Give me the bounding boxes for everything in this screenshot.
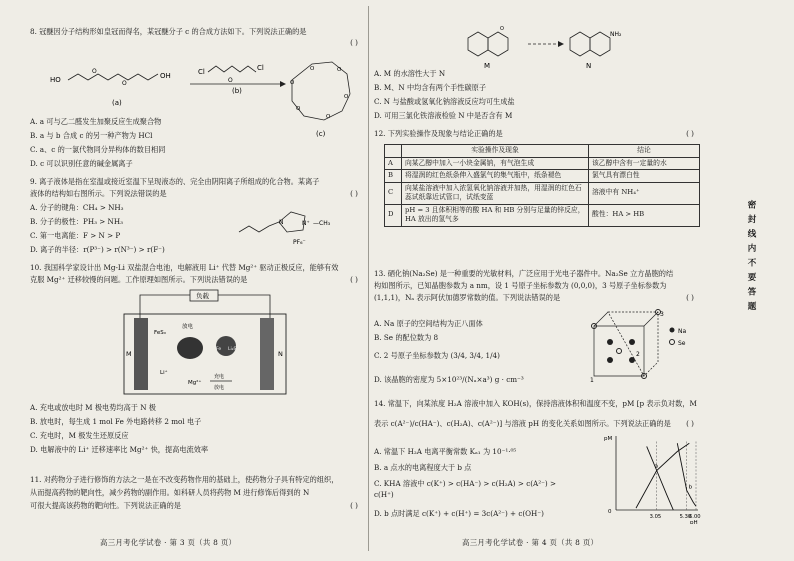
table-cell: 将湿润的红色纸条伸入盛氯气的集气瓶中，纸条褪色 <box>402 170 589 183</box>
option-b[interactable]: B. 放电时，每生成 1 mol Fe 外电路转移 2 mol 电子 <box>30 417 202 426</box>
q13-option-a[interactable]: A. Na 原子的空间结构为正八面体 <box>374 319 483 328</box>
question-12-stem: 12. 下列实验操作及现象与结论正确的是 <box>374 129 503 138</box>
svg-text:O: O <box>500 26 504 32</box>
option-a[interactable]: A. 充电或放电时 M 极电势均高于 N 极 <box>30 403 156 412</box>
question-9-stem-1: 9. 离子液体是指在室温或接近室温下呈现液态的、完全由阴阳离子所组成的化合物。某离子 <box>30 177 320 186</box>
option-d[interactable]: D. c 可以识别任意的碱金属离子 <box>30 159 133 168</box>
table-cell: C <box>385 182 402 204</box>
ionic-liquid-structure <box>235 198 365 246</box>
table-cell: A <box>385 157 402 170</box>
question-14-line-2: 表示 c(A²⁻)/c(HA⁻)、c(H₂A)、c(A²⁻)] 与溶液 pH 的变化关系如图所示。下列说法正确的是 <box>374 419 671 428</box>
oh-label: OH <box>160 72 171 80</box>
table-cell: pH = 3 且体积相等的酸 HA 和 HB 分别与足量的锌反应，HA 放出的氢气多 <box>402 204 589 226</box>
option-c[interactable]: C. 充电时，M 极发生还原反应 <box>30 431 129 440</box>
table-cell: 溶液中有 NH₄⁺ <box>589 182 700 204</box>
question-8-stem: 8. 冠醚因分子结构形如皇冠而得名，某冠醚分子 c 的合成方法如下。下列说法正确的是 <box>30 27 307 36</box>
label-b: (b) <box>232 87 242 95</box>
li-ion-label: Li⁺ <box>160 370 168 376</box>
atom-1-label: 1 <box>590 377 594 382</box>
page-4 <box>374 0 704 561</box>
option-a[interactable]: A. 分子的键角：CH₄ > NH₃ <box>30 203 124 212</box>
option-d[interactable]: D. 电解液中的 Li⁺ 迁移速率比 Mg²⁺ 快，提高电流效率 <box>30 445 209 454</box>
option-c[interactable]: C. a、c 的一氯代物同分异构体的数目相同 <box>30 145 166 154</box>
q11-option-b[interactable]: B. M、N 中均含有两个手性碳原子 <box>374 83 487 92</box>
series-line <box>636 443 689 508</box>
point-label: a <box>654 463 659 470</box>
discharge-label: 放电 <box>214 385 225 391</box>
question-11-line-2: 从而提高药物的靶向性，减少药物的副作用。如科研人员将药物 M 进行修饰后得到的 N <box>30 488 310 497</box>
battery-diagram <box>120 288 290 398</box>
question-11-line-3: 可很大提高该药物的靶向性。下列说法正确的是 <box>30 501 181 510</box>
x-tick-label: 5.30 <box>679 514 692 520</box>
legend-na: Na <box>678 328 687 335</box>
answer-paren[interactable]: ( ) <box>686 419 694 428</box>
y-axis-label: pM <box>604 436 613 442</box>
question-11-line-1: 11. 对药物分子进行修饰的方法之一是在不改变药物作用的基础上，使药物分子具有特定的组织， <box>30 475 339 484</box>
page-3 <box>30 0 368 561</box>
atom-2-label: 2 <box>636 351 640 358</box>
label-c: (c) <box>316 130 326 138</box>
table-cell: 向某盐溶液中加入浓氢氧化钠溶液并加热，用湿润的红色石蕊试纸靠近试管口，试纸变蓝 <box>402 182 589 204</box>
q13-option-b[interactable]: B. Se 的配位数为 8 <box>374 333 439 342</box>
q14-option-a[interactable]: A. 常温下 H₂A 电离平衡常数 Kₐ₁ 为 10⁻¹·⁰⁵ <box>374 447 517 456</box>
answer-paren[interactable]: ( ) <box>686 293 694 302</box>
svg-text:O: O <box>290 80 295 86</box>
load-label: 负载 <box>196 292 209 300</box>
table-header <box>385 145 402 158</box>
option-a[interactable]: A. a 可与乙二醛发生加聚反应生成聚合物 <box>30 117 162 126</box>
mg-ion-label: Mg²⁺ <box>188 380 202 386</box>
seal-notice: 密封线内不要答题 <box>746 200 756 316</box>
q14-option-c[interactable]: C. KHA 溶液中 c(K⁺) > c(HA⁻) > c(H₂A) > c(A²⁻) > c(H⁺) <box>374 479 557 499</box>
n-structure-label: N <box>586 62 592 70</box>
page-footer: 高三月考化学试卷 · 第 4 页（共 8 页） <box>462 538 599 547</box>
legend-li2s: Li₂S <box>228 347 237 352</box>
q13-option-c[interactable]: C. 2 号原子坐标参数为 (3/4, 3/4, 1/4) <box>374 351 500 360</box>
cl-label-2: Cl <box>257 64 264 72</box>
ch3-label: —CH₃ <box>313 220 331 227</box>
question-13-line-2: 构如图所示，已知晶胞参数为 a nm，设 1 号原子坐标参数为 (0,0,0)，3 号原子坐标参数为 <box>374 281 667 290</box>
question-10-stem-2: 克服 Mg²⁺ 迁移较慢的问题。工作原理如图所示。下列说法错误的是 <box>30 275 248 284</box>
table-row <box>385 157 700 170</box>
question-8 <box>30 26 368 168</box>
table-header-row <box>385 145 700 158</box>
option-b[interactable]: B. a 与 b 合成 c 的另一种产物为 HCl <box>30 131 153 140</box>
table-cell: B <box>385 170 402 183</box>
svg-text:O: O <box>310 66 315 72</box>
discharge-arrow-label: 放电 <box>182 324 194 330</box>
question-10-stem-1: 10. 我国科学家设计出 Mg-Li 双盐混合电池，电解液用 Li⁺ 代替 Mg²⁺ 驱动正极反应，能够有效 <box>30 263 339 272</box>
drug-structure-m-n <box>458 18 638 70</box>
svg-text:O: O <box>326 114 331 120</box>
table-cell: 酸性：HA > HB <box>589 204 700 226</box>
page-footer: 高三月考化学试卷 · 第 3 页（共 8 页） <box>100 538 237 547</box>
ho-label: HO <box>50 76 61 84</box>
option-b[interactable]: B. 分子的极性：PH₃ > NH₃ <box>30 217 123 226</box>
m-structure-label: M <box>484 62 491 70</box>
x-tick-label: 3.05 <box>649 514 662 520</box>
answer-paren[interactable]: ( ) <box>350 189 358 198</box>
n-label: N <box>279 219 284 226</box>
crystal-cell-figure <box>588 306 704 382</box>
pf6-label: PF₆⁻ <box>293 239 306 246</box>
answer-paren[interactable]: ( ) <box>350 501 358 510</box>
answer-paren[interactable]: ( ) <box>350 275 358 284</box>
question-9-stem-2: 液体的结构如右图所示。下列说法错误的是 <box>30 189 167 198</box>
page-divider <box>368 6 369 551</box>
svg-text:O: O <box>228 77 233 84</box>
series-line <box>647 446 674 510</box>
svg-text:O: O <box>337 67 342 73</box>
nh2-label: NH₂ <box>610 31 622 38</box>
legend-se: Se <box>678 340 686 347</box>
label-a: (a) <box>112 99 122 107</box>
pm-ph-chart <box>602 432 702 524</box>
n-electrode-label: N <box>278 350 283 358</box>
table-cell: 该乙醇中含有一定量的水 <box>589 157 700 170</box>
option-d[interactable]: D. 离子的半径：r(P³⁻) > r(N³⁻) > r(F⁻) <box>30 245 165 254</box>
question-14-line-1: 14. 常温下，向某浓度 H₂A 溶液中加入 KOH(s)，保持溶液体积和温度不变，pM [p 表示负对数，M <box>374 399 697 408</box>
q14-option-d[interactable]: D. b 点时满足 c(K⁺) + c(H⁺) = 3c(A²⁻) + c(OH⁻) <box>374 509 544 518</box>
q13-option-d[interactable]: D. 该晶胞的密度为 5×10²³/(Nₐ×a³) g · cm⁻³ <box>374 375 524 384</box>
m-electrode-label: M <box>126 350 132 358</box>
table-row <box>385 170 700 183</box>
answer-paren[interactable]: ( ) <box>350 38 358 47</box>
legend-fe: Fe <box>216 347 222 352</box>
table-cell: D <box>385 204 402 226</box>
svg-text:O: O <box>344 94 349 100</box>
svg-text:O: O <box>92 68 97 75</box>
question-13-line-1: 13. 硒化钠(Na₂Se) 是一种重要的光敏材料，广泛应用于光电子器件中。Na₂Se 立方晶胞的结 <box>374 269 674 278</box>
table-cell: 向某乙醇中加入一小块金属钠，有气泡生成 <box>402 157 589 170</box>
table-row <box>385 204 700 226</box>
q11-option-c[interactable]: C. N 与盐酸或氢氧化钠溶液反应均可生成盐 <box>374 97 515 106</box>
svg-text:N⁺: N⁺ <box>302 220 310 227</box>
point-label: b <box>688 484 693 491</box>
table-row <box>385 182 700 204</box>
svg-text:O: O <box>296 106 301 112</box>
question-13-line-3: (1,1,1)，Nₐ 表示阿伏加德罗常数的值。下列说法错误的是 <box>374 293 561 302</box>
q11-option-a[interactable]: A. M 的水溶性大于 N <box>374 69 446 78</box>
fes-label: FeSₓ <box>154 330 167 336</box>
q14-option-b[interactable]: B. a 点水的电离程度大于 b 点 <box>374 463 472 472</box>
table-header: 结论 <box>589 145 700 158</box>
x-axis-label: pH <box>690 520 698 524</box>
x-tick-label: 6.00 <box>689 514 701 520</box>
experiment-table <box>384 144 700 227</box>
atom-3-label: 3 <box>660 311 664 318</box>
table-header: 实验操作及现象 <box>402 145 589 158</box>
cl-label-1: Cl <box>198 68 205 76</box>
option-c[interactable]: C. 第一电离能：F > N > P <box>30 231 121 240</box>
answer-paren[interactable]: ( ) <box>686 129 694 138</box>
svg-text:O: O <box>122 80 127 87</box>
y-tick-label: 0 <box>608 509 612 515</box>
charge-label: 充电 <box>214 374 225 380</box>
table-cell: 氯气具有漂白性 <box>589 170 700 183</box>
q11-option-d[interactable]: D. 可用三氯化铁溶液检验 N 中是否含有 M <box>374 111 513 120</box>
